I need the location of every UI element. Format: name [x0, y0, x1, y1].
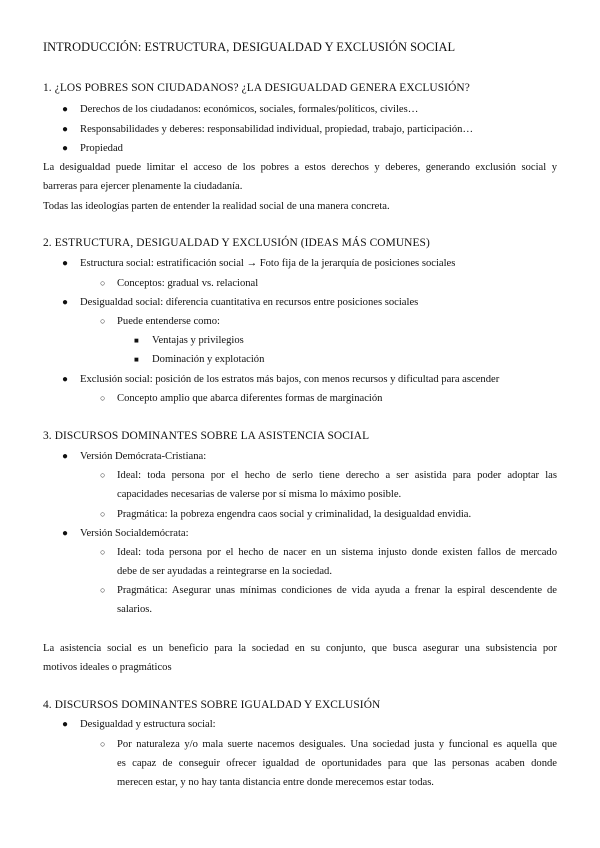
bullet-marker: ●: [62, 258, 69, 269]
s3-bullet-1: Versión Demócrata-Cristiana:: [80, 451, 207, 462]
s4-bullet-1: Desigualdad y estructura social:: [80, 719, 216, 730]
bullet-marker: ●: [62, 528, 69, 539]
s3-bullet-1a-line-1: Ideal: toda persona por el hecho de serlo tiene derecho a ser asistida para poder adoptar las: [117, 470, 557, 481]
s3-paragraph-line-2: motivos ideales o pragmáticos: [43, 662, 172, 673]
s1-bullet-1: Derechos de los ciudadanos: económicos, sociales, formales/políticos, civiles…: [80, 104, 419, 115]
circle-marker: ○: [100, 470, 106, 480]
s2-bullet-1: Estructura social: estratificación social → Foto fija de la jerarquía de posiciones sociales: [80, 258, 456, 269]
s1-paragraph-1-line-1: La desigualdad puede limitar el acceso de los pobres a estos derechos y deberes, generando exclusión social y: [43, 162, 557, 173]
s3-bullet-2: Versión Socialdemócrata:: [80, 528, 189, 539]
circle-marker: ○: [100, 278, 106, 288]
s1-paragraph-1-line-2: barreras para ejercer plenamente la ciudadanía.: [43, 181, 243, 192]
s2-bullet-3: Exclusión social: posición de los estratos más bajos, con menos recursos y dificultad para ascender: [80, 374, 500, 385]
circle-marker: ○: [100, 739, 106, 749]
s2-bullet-3a: Concepto amplio que abarca diferentes formas de marginación: [117, 393, 383, 404]
s3-bullet-2b-line-1: Pragmática: Asegurar unas mínimas condiciones de vida ayuda a frenar la espiral descendente de: [117, 585, 557, 596]
s3-bullet-2b-line-2: salarios.: [117, 604, 153, 615]
s2-bullet-2a: Puede entenderse como:: [117, 316, 220, 327]
s4-bullet-1a-line-2: es capaz de conseguir ofrecer igualdad de oportunidades para que las personas acaben donde: [117, 758, 557, 769]
s3-paragraph-line-1: La asistencia social es un beneficio para la sociedad en su conjunto, que busca asegurar una subsistencia por: [43, 643, 557, 654]
circle-marker: ○: [100, 509, 106, 519]
circle-marker: ○: [100, 585, 106, 595]
bullet-marker: ●: [62, 297, 69, 308]
s3-bullet-1b: Pragmática: la pobreza engendra caos social y criminalidad, la desigualdad envidia.: [117, 509, 472, 520]
s1-paragraph-2: Todas las ideologías parten de entender la realidad social de una manera concreta.: [43, 201, 390, 212]
square-marker: ■: [134, 355, 139, 364]
bullet-marker: ●: [62, 104, 69, 115]
section-1-heading: 1. ¿LOS POBRES SON CIUDADANOS? ¿LA DESIGUALDAD GENERA EXCLUSIÓN?: [43, 82, 470, 94]
section-2-heading: 2. ESTRUCTURA, DESIGUALDAD Y EXCLUSIÓN (IDEAS MÁS COMUNES): [43, 237, 430, 249]
s2-bullet-1a: Conceptos: gradual vs. relacional: [117, 278, 259, 289]
section-3-heading: 3. DISCURSOS DOMINANTES SOBRE LA ASISTENCIA SOCIAL: [43, 430, 370, 442]
bullet-marker: ●: [62, 719, 69, 730]
s4-bullet-1a-line-3: merecen estar, y no hay tanta distancia entre donde merecemos estar todas.: [117, 777, 434, 788]
section-4-heading: 4. DISCURSOS DOMINANTES SOBRE IGUALDAD Y EXCLUSIÓN: [43, 699, 381, 711]
s2-bullet-2: Desigualdad social: diferencia cuantitativa en recursos entre posiciones sociales: [80, 297, 419, 308]
document-title: INTRODUCCIÓN: ESTRUCTURA, DESIGUALDAD Y EXCLUSIÓN SOCIAL: [43, 40, 456, 54]
circle-marker: ○: [100, 393, 106, 403]
s3-bullet-2a-line-2: debe de ser ayudadas a reintegrarse en la sociedad.: [117, 566, 333, 577]
s2-bullet-2a1: Ventajas y privilegios: [152, 335, 244, 346]
bullet-marker: ●: [62, 143, 69, 154]
s1-bullet-2: Responsabilidades y deberes: responsabilidad individual, propiedad, trabajo, participación…: [80, 124, 474, 135]
s2-bullet-2a2: Dominación y explotación: [152, 354, 265, 365]
square-marker: ■: [134, 336, 139, 345]
s4-bullet-1a-line-1: Por naturaleza y/o mala suerte nacemos desiguales. Una sociedad justa y funcional es aquella que: [117, 739, 557, 750]
bullet-marker: ●: [62, 451, 69, 462]
s1-bullet-3: Propiedad: [80, 143, 123, 154]
s3-bullet-2a-line-1: Ideal: toda persona por el hecho de nacer en un sistema injusto donde existen fallos de mercado: [117, 547, 557, 558]
circle-marker: ○: [100, 316, 106, 326]
circle-marker: ○: [100, 547, 106, 557]
bullet-marker: ●: [62, 124, 69, 135]
s3-bullet-1a-line-2: capacidades necesarias de valerse por sí misma lo máximo posible.: [117, 489, 402, 500]
bullet-marker: ●: [62, 374, 69, 385]
